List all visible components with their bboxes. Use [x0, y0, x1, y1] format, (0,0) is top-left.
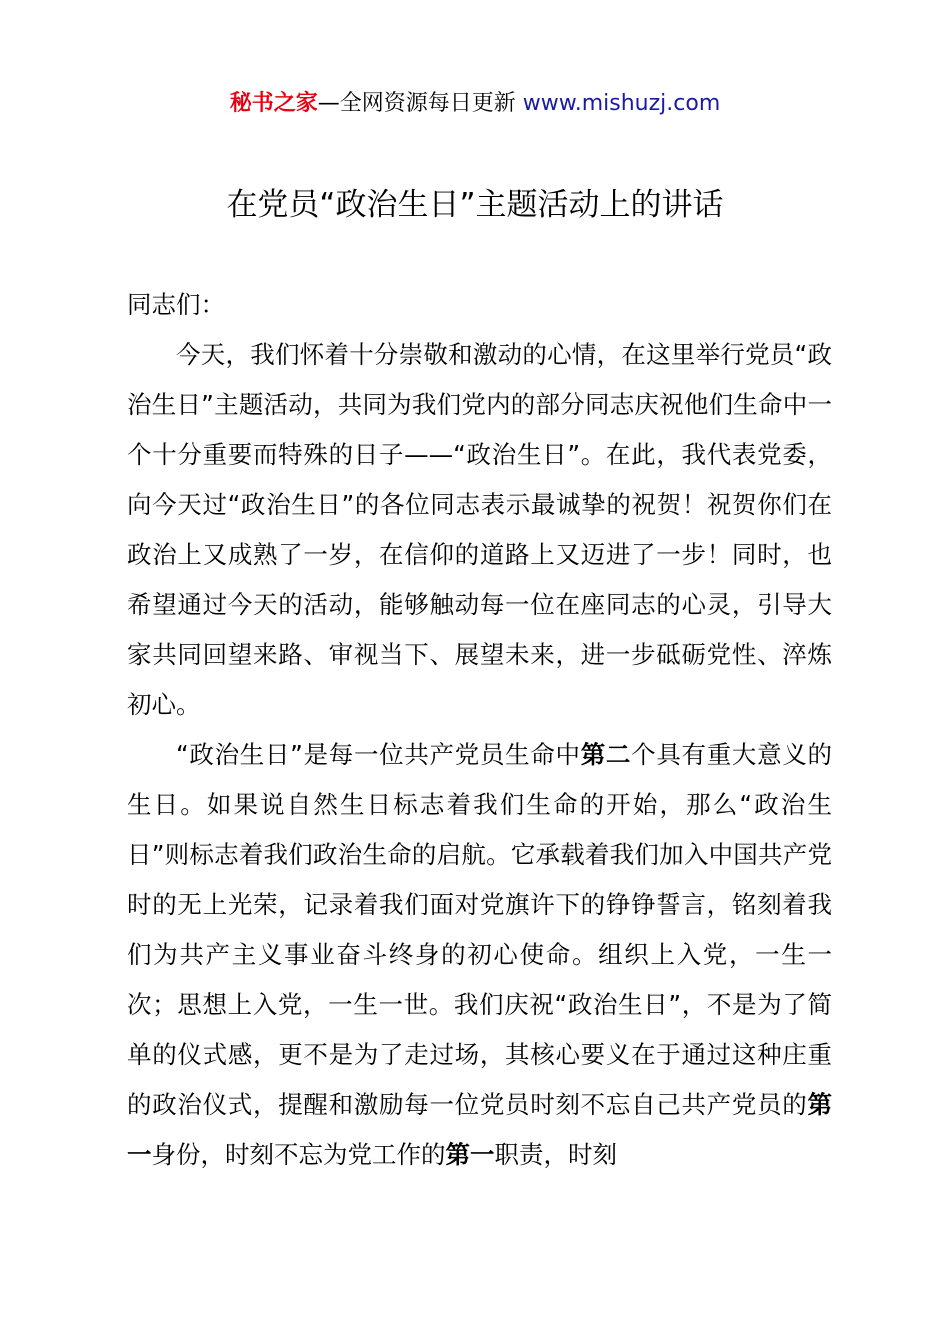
paragraph-2-text-a: “政治生日”是每一位共产党员生命中	[176, 740, 581, 769]
salutation: 同志们：	[127, 290, 225, 319]
paragraph-2	[127, 730, 832, 1180]
paragraph-1: 今天，我们怀着十分崇敬和激动的心情，在这里举行党员“政治生日”主题活动，共同为我们党内的部分同志庆祝他们生命中一个十分重要而特殊的日子——“政治生日”。在此，我代表党委，向今天过“政治生日”的各位同志表示最诚挚的祝贺！祝贺你们在政治上又成熟了一岁，在信仰的道路上又迈进了一步！同时，也希望通过今天的活动，能够触动每一位在座同志的心灵，引导大家共同回望来路、审视当下、展望未来，进一步砥砺党性、淬炼初心。	[127, 340, 832, 719]
document-title: 在党员“政治生日”主题活动上的讲话	[226, 187, 724, 223]
site-url-link[interactable]: www.mishuzj.com	[522, 91, 721, 116]
document-body	[127, 280, 832, 1180]
paragraph-2-emphasis-a: 第二	[580, 740, 632, 769]
paragraph-2-text-c: 身份，时刻不忘为党工作的	[151, 1140, 446, 1169]
site-header	[0, 88, 950, 120]
paragraph-2-emphasis-b: 第一	[127, 1090, 832, 1169]
brand-name: 秘书之家	[229, 91, 318, 116]
site-tagline: —全网资源每日更新	[317, 91, 523, 116]
paragraph-2-text-d: 职责，时刻	[494, 1140, 617, 1169]
paragraph-2-text-b: 个具有重大意义的生日。如果说自然生日标志着我们生命的开始，那么“政治生日”则标志着我们政治生命的启航。它承载着我们加入中国共产党时的无上光荣，记录着我们面对党旗许下的铮铮誓言，铭刻着我们为共产主义事业奋斗终身的初心使命。组织上入党，一生一次；思想上入党，一生一世。我们庆祝“政治生日”，不是为了简单的仪式感，更不是为了走过场，其核心要义在于通过这种庄重的政治仪式，提醒和激励每一位党员时刻不忘自己共产党员的	[127, 740, 833, 1119]
paragraph-2-emphasis-c: 第一	[445, 1140, 495, 1169]
